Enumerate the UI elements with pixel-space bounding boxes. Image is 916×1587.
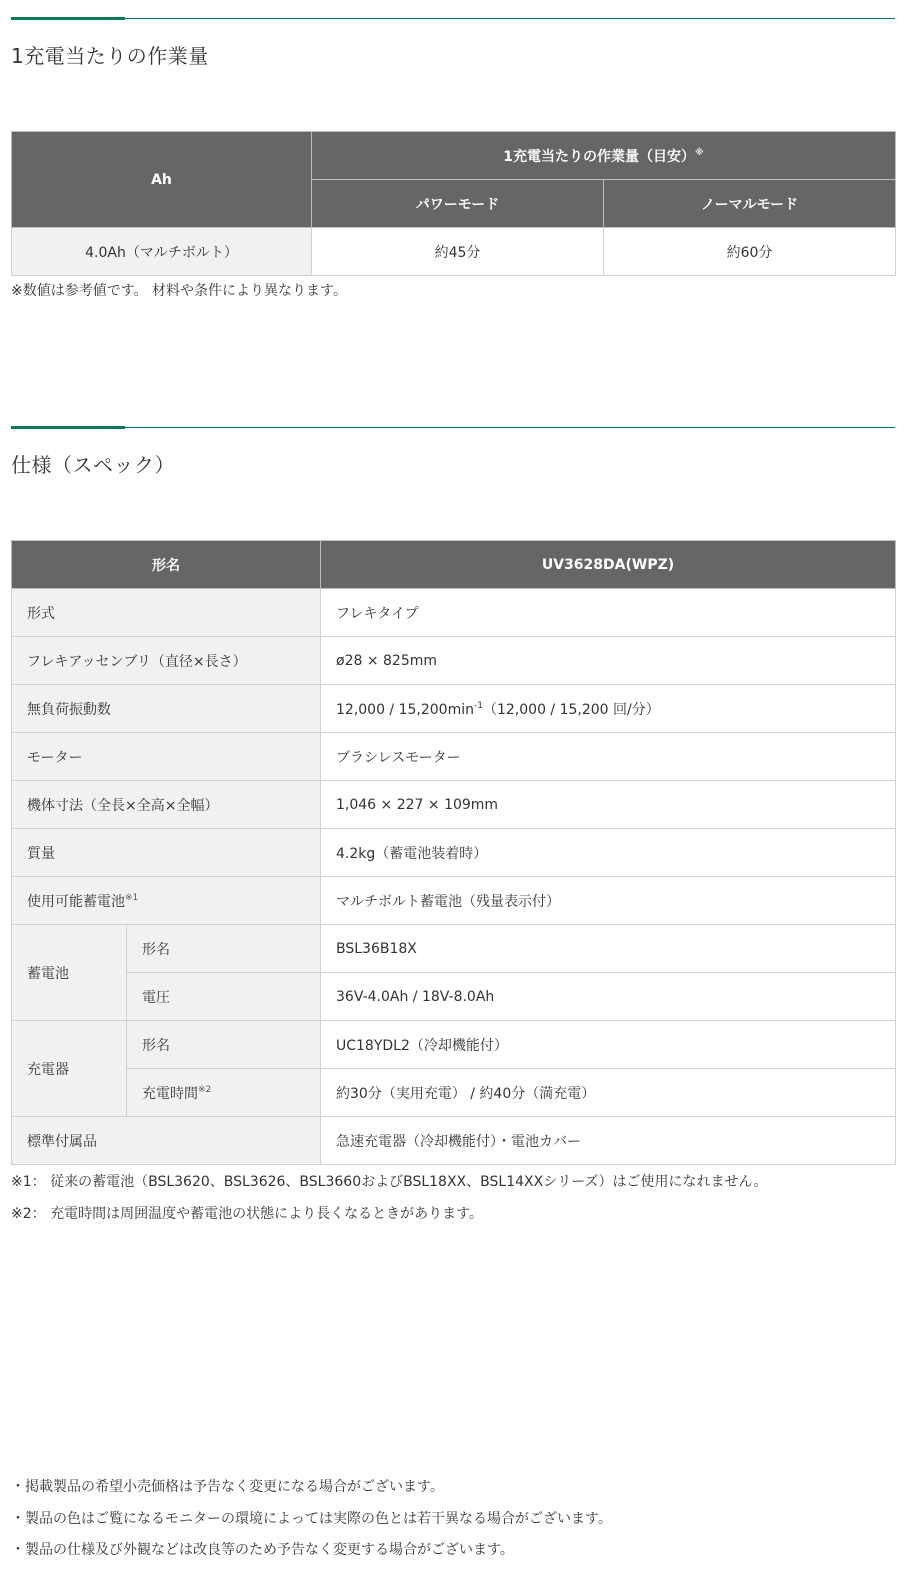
row-label: フレキアッセンブリ（直径×長さ） xyxy=(12,637,321,685)
row-value: 1,046 × 227 × 109mm xyxy=(321,781,896,829)
col-header-ah: Ah xyxy=(12,132,312,228)
section-divider xyxy=(11,426,895,429)
row-label: 質量 xyxy=(12,829,321,877)
workload-table xyxy=(11,131,896,276)
table-row xyxy=(12,877,896,925)
disclaimer-price: ・掲載製品の希望小売価格は予告なく変更になる場合がございます。 xyxy=(11,1479,444,1495)
value-main: 12,000 / 15,200min xyxy=(336,701,474,718)
row-value xyxy=(321,685,896,733)
table-row xyxy=(12,733,896,781)
workload-note: ※数値は参考値です。 材料や条件により異なります。 xyxy=(11,283,347,299)
cell-battery: 4.0Ah（マルチボルト） xyxy=(12,228,312,276)
table-row xyxy=(12,1021,896,1069)
row-label: 機体寸法（全長×全高×全幅） xyxy=(12,781,321,829)
group-label-battery: 蓄電池 xyxy=(12,925,127,1021)
note-mark: ※2 xyxy=(198,1084,212,1095)
row-value: フレキタイプ xyxy=(321,589,896,637)
row-value: 4.2kg（蓄電池装着時） xyxy=(321,829,896,877)
row-value: UC18YDL2（冷却機能付） xyxy=(321,1021,896,1069)
table-row xyxy=(12,781,896,829)
row-label xyxy=(12,877,321,925)
note-mark: ※ xyxy=(695,147,704,158)
row-value: ø28 × 825mm xyxy=(321,637,896,685)
value-suffix: （12,000 / 15,200 回/分） xyxy=(482,701,660,718)
row-label: 形名 xyxy=(127,1021,321,1069)
row-value: マルチボルト蓄電池（残量表示付） xyxy=(321,877,896,925)
col-header-normal-mode: ノーマルモード xyxy=(604,180,896,228)
table-row xyxy=(12,637,896,685)
row-label-text: 使用可能蓄電池 xyxy=(27,893,125,910)
section-divider xyxy=(11,17,895,20)
section-title-workload: 1充電当たりの作業量 xyxy=(11,44,209,68)
spec-note-2: ※2： 充電時間は周囲温度や蓄電池の状態により長くなるときがあります。 xyxy=(11,1206,483,1222)
row-label-text: 充電時間 xyxy=(142,1085,198,1102)
row-value: 約30分（実用充電） / 約40分（満充電） xyxy=(321,1069,896,1117)
spec-note-1: ※1： 従来の蓄電池（BSL3620、BSL3626、BSL3660およびBSL18XX、BSL14XXシリーズ）はご使用になれません。 xyxy=(11,1174,768,1190)
table-row xyxy=(12,589,896,637)
table-row xyxy=(12,1069,896,1117)
group-label-charger: 充電器 xyxy=(12,1021,127,1117)
spec-table xyxy=(11,540,896,1165)
row-label: モーター xyxy=(12,733,321,781)
col-header-power-mode: パワーモード xyxy=(312,180,604,228)
cell-power-time: 約45分 xyxy=(312,228,604,276)
disclaimer-color: ・製品の色はご覧になるモニターの環境によっては実際の色とは若干異なる場合がございます。 xyxy=(11,1511,612,1527)
row-label xyxy=(127,1069,321,1117)
disclaimer-spec: ・製品の仕様及び外観などは改良等のため予告なく変更する場合がございます。 xyxy=(11,1542,514,1558)
table-row xyxy=(12,685,896,733)
table-row xyxy=(12,925,896,973)
table-row xyxy=(12,1117,896,1165)
row-value: ブラシレスモーター xyxy=(321,733,896,781)
row-label: 標準付属品 xyxy=(12,1117,321,1165)
col-header-workload-text: 1充電当たりの作業量（目安） xyxy=(503,148,695,165)
col-header-model: 形名 xyxy=(12,541,321,589)
note-mark: ※1 xyxy=(125,892,139,903)
section-title-spec: 仕様（スペック） xyxy=(11,453,175,477)
row-label: 電圧 xyxy=(127,973,321,1021)
row-value: BSL36B18X xyxy=(321,925,896,973)
col-header-workload xyxy=(312,132,896,180)
value-superscript: -1 xyxy=(474,700,483,711)
row-label: 無負荷振動数 xyxy=(12,685,321,733)
row-label: 形名 xyxy=(127,925,321,973)
cell-normal-time: 約60分 xyxy=(604,228,896,276)
row-label: 形式 xyxy=(12,589,321,637)
col-header-model-value: UV3628DA(WPZ) xyxy=(321,541,896,589)
table-row xyxy=(12,228,896,276)
row-value: 急速充電器（冷却機能付）・電池カバー xyxy=(321,1117,896,1165)
table-row xyxy=(12,973,896,1021)
row-value: 36V-4.0Ah / 18V-8.0Ah xyxy=(321,973,896,1021)
table-row xyxy=(12,829,896,877)
